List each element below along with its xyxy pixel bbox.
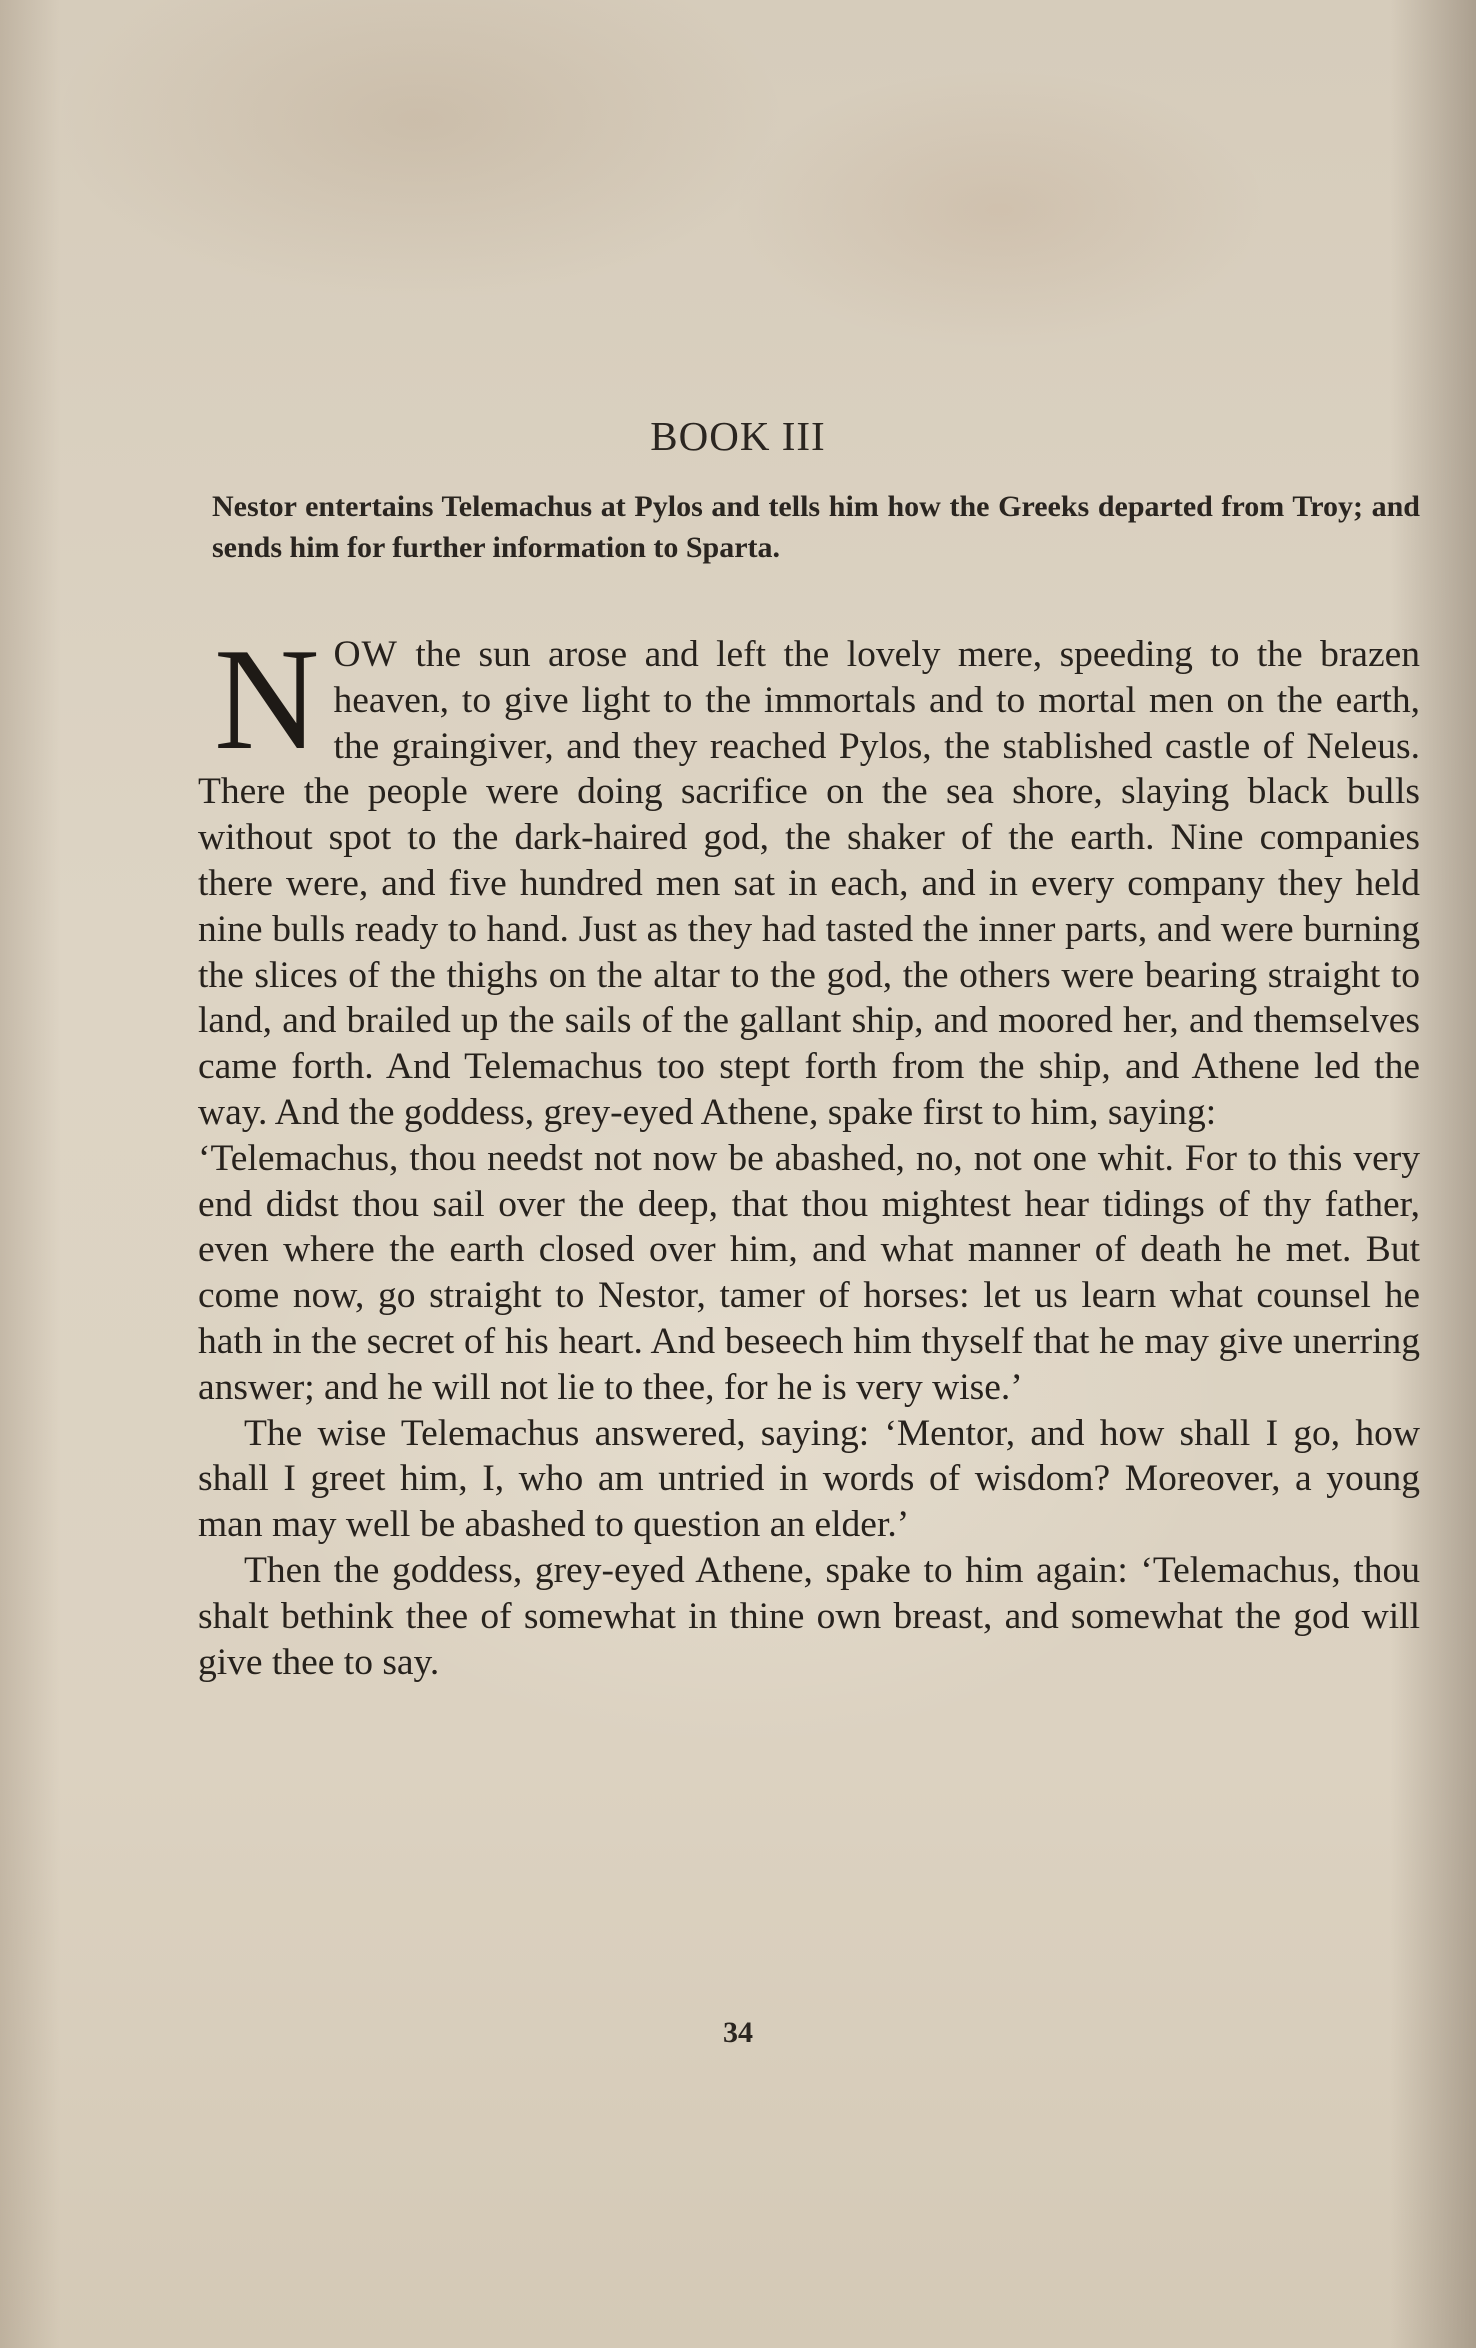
page-number: 34 [723,2016,753,2049]
paragraph-1-text: the sun arose and left the lovely mere, speeding to the brazen heaven, to give light to the immortals and to mortal men on the earth, the graingiver, and they reached Pylos, the stablished castle of Neleus. There the people were doing sacrifice on the sea shore, slaying black bulls without spot to the dark-haired god, the shaker of the earth. Nine companies there were, and five hundred men sat in each, and in every company they held nine bulls ready to hand. Just as they had tasted the inner parts, and were burning the slices of the thighs on the altar to the god, the others were bearing straight to land, and brailed up the sails of the gallant ship, and moored her, and themselves came forth. And Telemachus too stept forth from the ship, and Athene led the way. And the goddess, grey-eyed Athene, spake first to him, saying: [198,634,1420,1133]
chapter-argument: Nestor entertains Telemachus at Pylos and tells him how the Greeks departed from Troy; and sends him for further information to Sparta. [212,490,1420,564]
paragraph-3: The wise Telemachus answered, saying: ‘Mentor, and how shall I go, how shall I greet him, I, who am untried in words of wisdom? Moreover, a young man may well be abashed to question an elder.’ [198,1412,1420,1546]
paragraph-2: ‘Telemachus, thou needst not now be abashed, no, not one whit. For to this very end didst thou sail over the deep, that thou mightest hear tidings of thy father, even where the earth closed over him, and what manner of death he met. But come now, go straight to Nestor, tamer of horses: let us learn what counsel he hath in the secret of his heart. And beseech him thyself that he may give unerring answer; and he will not lie to thee, for he is very wise.’ [198,1137,1420,1408]
body-text [198,618,1420,1685]
paragraph-1 [198,618,1420,1136]
book-title: BOOK III [650,413,826,459]
paragraph-4: Then the goddess, grey-eyed Athene, spake to him again: ‘Telemachus, thou shalt bethink thee of somewhat in thine own breast, and somewhat the god will give thee to say. [198,1549,1420,1683]
first-word: OW [333,634,398,675]
drop-cap: N [214,618,320,780]
